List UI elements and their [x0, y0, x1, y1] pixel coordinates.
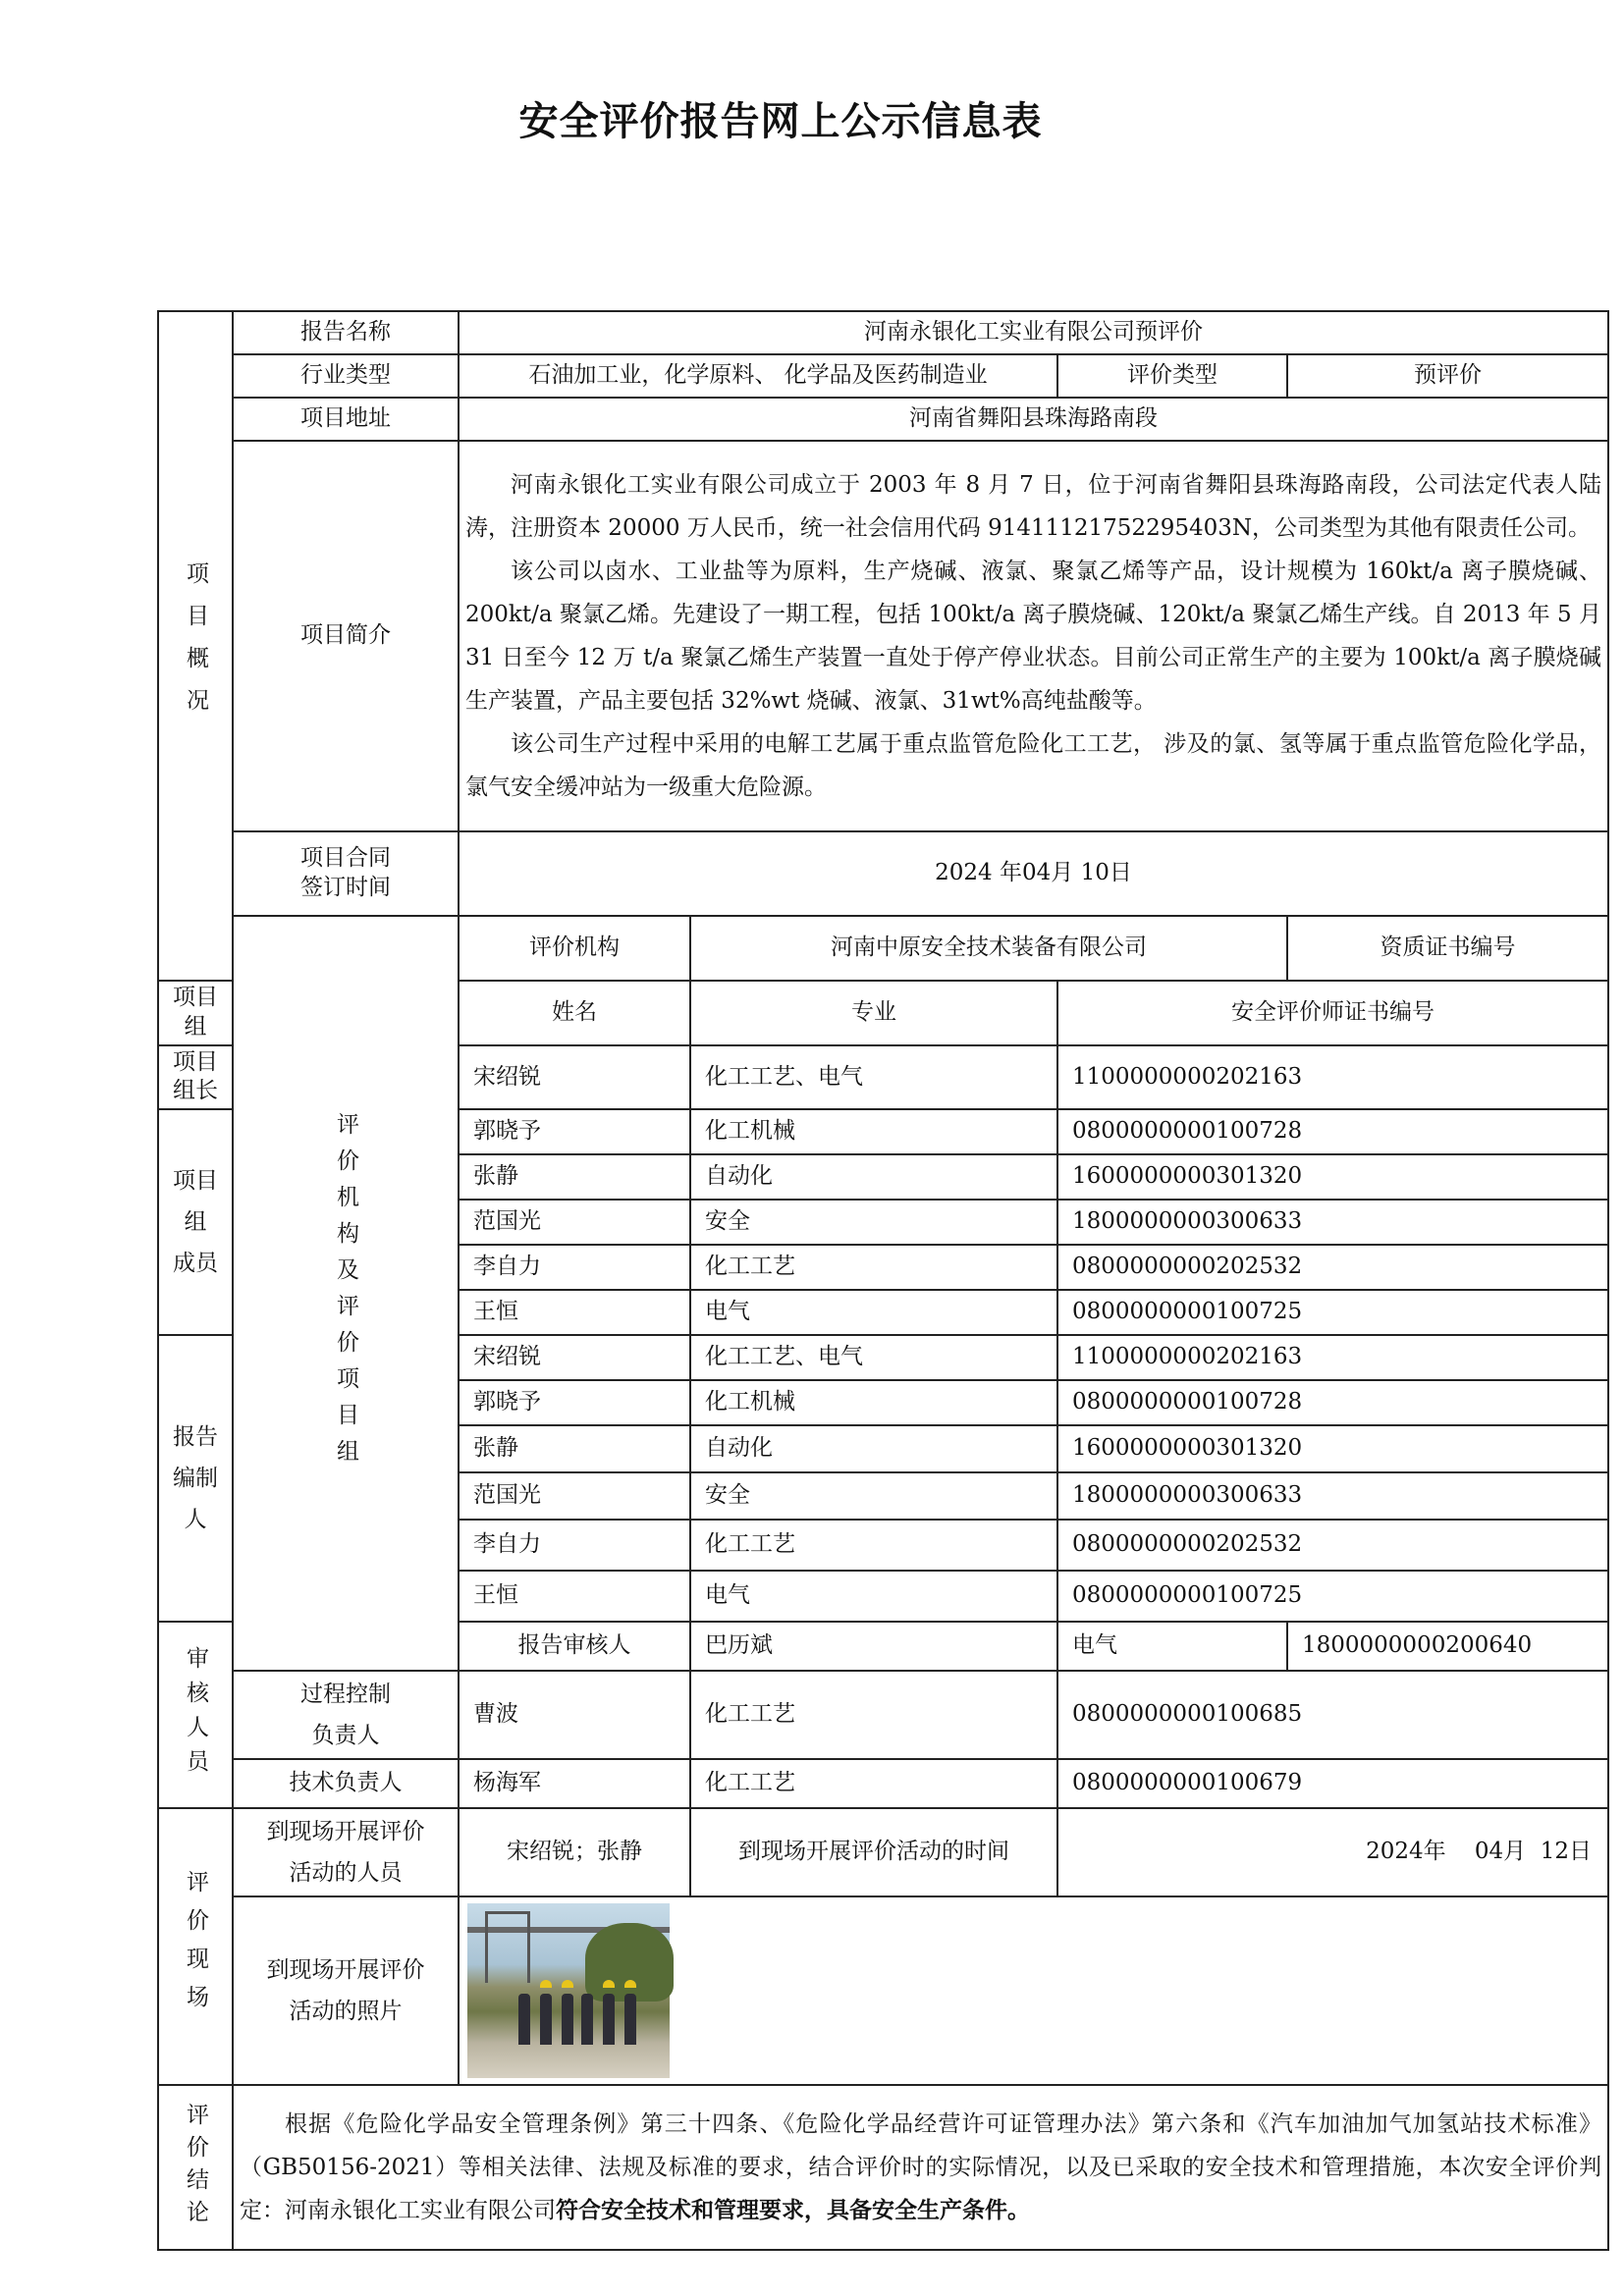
photo-person — [562, 1994, 573, 2045]
person-cert: 1800000000300633 — [1057, 1472, 1608, 1520]
site-time-label: 到现场开展评价活动的时间 — [690, 1808, 1057, 1896]
photo-person — [540, 1994, 552, 2045]
person-major: 化工工艺、电气 — [690, 1045, 1057, 1110]
authors-label — [158, 1335, 233, 1622]
table-row — [158, 1671, 1608, 1759]
section-label-text: 评价结论 — [183, 2103, 208, 2233]
person-name: 范国光 — [459, 1472, 690, 1520]
person-name: 李自力 — [459, 1520, 690, 1571]
site-time: 2024年 04月 12日 — [1057, 1808, 1608, 1896]
person-name: 巴历斌 — [690, 1622, 1057, 1671]
person-name: 宋绍锐 — [459, 1045, 690, 1110]
photo-person — [624, 1994, 636, 2045]
authors-label-line: 编制人 — [173, 1466, 218, 1533]
person-cert: 0800000000100725 — [1057, 1571, 1608, 1622]
person-cert: 0800000000100728 — [1057, 1380, 1608, 1425]
conclusion-content — [233, 2085, 1608, 2250]
address-value: 河南省舞阳县珠海路南段 — [459, 398, 1608, 441]
authors-label-line: 报告 — [173, 1424, 218, 1451]
process-label-line: 负责人 — [311, 1723, 380, 1749]
site-photo — [467, 1903, 670, 2078]
person-cert: 0800000000100725 — [1057, 1290, 1608, 1335]
group-label: 项目组 — [158, 981, 233, 1045]
person-cert: 0800000000100685 — [1057, 1671, 1608, 1759]
section-label-text: 评价现场 — [183, 1870, 208, 2024]
info-table — [157, 310, 1609, 2251]
site-photo-label-line: 活动的照片 — [289, 1999, 403, 2025]
person-name: 张静 — [459, 1154, 690, 1200]
address-label: 项目地址 — [233, 398, 459, 441]
site-people: 宋绍锐；张静 — [459, 1808, 690, 1896]
industry-value: 石油加工业，化学原料、 化学品及医药制造业 — [459, 354, 1057, 398]
person-major: 电气 — [1057, 1622, 1287, 1671]
site-people-label — [233, 1808, 459, 1896]
person-name: 郭晓予 — [459, 1109, 690, 1154]
photo-person — [603, 1994, 615, 2045]
intro-content — [459, 441, 1608, 831]
person-cert: 1600000000301320 — [1057, 1154, 1608, 1200]
person-major: 化工机械 — [690, 1109, 1057, 1154]
section-label-text: 审核人员 — [183, 1646, 208, 1785]
person-major: 自动化 — [690, 1425, 1057, 1472]
person-major: 化工工艺 — [690, 1245, 1057, 1290]
section-label-org — [233, 916, 459, 1671]
site-photo-label-line: 到现场开展评价 — [266, 1957, 425, 1984]
person-cert: 0800000000100679 — [1057, 1759, 1608, 1808]
photo-hardhat — [603, 1980, 615, 1988]
intro-paragraph: 河南永银化工实业有限公司成立于 2003 年 8 月 7 日，位于河南省舞阳县珠海路南段，公司法定代表人陆涛，注册资本 20000 万人民币，统一社会信用代码 91411121752295403N，公司类型为其他有限责任公司。 — [465, 472, 1601, 541]
person-major: 电气 — [690, 1571, 1057, 1622]
eval-type-value: 预评价 — [1287, 354, 1608, 398]
contract-date: 2024 年04月 10日 — [459, 831, 1608, 916]
industry-label: 行业类型 — [233, 354, 459, 398]
photo-hardhat — [562, 1980, 573, 1988]
person-major: 化工工艺、电气 — [690, 1335, 1057, 1380]
section-label-conclusion — [158, 2085, 233, 2250]
photo-person — [518, 1994, 530, 2045]
tech-label: 技术负责人 — [233, 1759, 459, 1808]
leader-label: 项目组长 — [158, 1045, 233, 1110]
person-major: 电气 — [690, 1290, 1057, 1335]
person-major: 安全 — [690, 1200, 1057, 1245]
cert-label: 资质证书编号 — [1287, 916, 1608, 981]
person-name: 宋绍锐 — [459, 1335, 690, 1380]
intro-paragraph: 该公司生产过程中采用的电解工艺属于重点监管危险化工工艺， 涉及的氯、氢等属于重点监管危险化学品，氯气安全缓冲站为一级重大危险源。 — [465, 731, 1601, 800]
site-people-label-line: 到现场开展评价 — [266, 1819, 425, 1845]
process-label — [233, 1671, 459, 1759]
photo-person — [581, 1994, 593, 2045]
report-name-label: 报告名称 — [233, 311, 459, 354]
conclusion-text: 根据《危险化学品安全管理条例》第三十四条、《危险化学品经营许可证管理办法》第六条和《汽车加油加气加氢站技术标准》（GB50156-2021）等相关法律、法规及标准的要求，结合评价时的实际情况，以及已采取的安全技术和管理措施，本次安全评价判定：河南永银化工实业有限公司 — [240, 2111, 1601, 2224]
person-cert: 1800000000200640 — [1287, 1622, 1608, 1671]
person-cert: 0800000000202532 — [1057, 1520, 1608, 1571]
contract-label-line: 签订时间 — [300, 875, 391, 900]
person-cert: 1600000000301320 — [1057, 1425, 1608, 1472]
person-cert: 1800000000300633 — [1057, 1200, 1608, 1245]
photo-hardhat — [624, 1980, 636, 1988]
person-major: 安全 — [690, 1472, 1057, 1520]
site-photo-cell — [459, 1896, 1608, 2085]
page-title: 安全评价报告网上公示信息表 — [518, 99, 1043, 144]
person-cert: 0800000000202532 — [1057, 1245, 1608, 1290]
section-label-review — [158, 1622, 233, 1808]
section-label-site — [158, 1808, 233, 2085]
person-major: 化工工艺 — [690, 1759, 1057, 1808]
intro-paragraph: 该公司以卤水、工业盐等为原料，生产烧碱、液氯、聚氯乙烯等产品，设计规模为 160kt/a 离子膜烧碱、200kt/a 聚氯乙烯。先建设了一期工程，包括 100kt/a 离子膜烧碱、120kt/a 聚氯乙烯生产线。自 2013 年 5 月 31 日至今 12 万 t/a 聚氯乙烯生产装置一直处于停产停业状态。目前公司正常生产的主要为 100kt/a 离子膜烧碱生产装置，产品主要包括 32%wt 烧碱、液氯、31wt%高纯盐酸等。 — [465, 559, 1601, 714]
contract-label — [233, 831, 459, 916]
person-name: 李自力 — [459, 1245, 690, 1290]
person-major: 化工工艺 — [690, 1520, 1057, 1571]
person-major: 化工工艺 — [690, 1671, 1057, 1759]
section-label-text: 项目概况 — [183, 561, 208, 730]
col-name-header: 姓名 — [459, 981, 690, 1045]
person-cert: 1100000000202163 — [1057, 1335, 1608, 1380]
members-label-line: 成员 — [173, 1251, 218, 1277]
person-name: 范国光 — [459, 1200, 690, 1245]
col-cert-header: 安全评价师证书编号 — [1057, 981, 1608, 1045]
person-major: 自动化 — [690, 1154, 1057, 1200]
section-label-project — [158, 311, 233, 981]
site-photo-label — [233, 1896, 459, 2085]
conclusion-paragraph — [240, 2103, 1601, 2232]
photo-tower — [485, 1911, 530, 1983]
col-major-header: 专业 — [690, 981, 1057, 1045]
report-name: 河南永银化工实业有限公司预评价 — [459, 311, 1608, 354]
reviewer-label: 报告审核人 — [459, 1622, 690, 1671]
conclusion-verdict: 符合安全技术和管理要求，具备安全生产条件。 — [556, 2198, 1030, 2224]
process-label-line: 过程控制 — [300, 1682, 391, 1708]
table-row — [158, 1759, 1608, 1808]
person-name: 王恒 — [459, 1290, 690, 1335]
eval-type-label: 评价类型 — [1057, 354, 1287, 398]
site-people-label-line: 活动的人员 — [289, 1860, 403, 1887]
person-cert: 1100000000202163 — [1057, 1045, 1608, 1110]
photo-tree — [585, 1923, 674, 2002]
person-cert: 0800000000100728 — [1057, 1109, 1608, 1154]
person-major: 化工机械 — [690, 1380, 1057, 1425]
members-label-line: 项目组 — [173, 1168, 218, 1236]
person-name: 杨海军 — [459, 1759, 690, 1808]
intro-label: 项目简介 — [233, 441, 459, 831]
person-name: 曹波 — [459, 1671, 690, 1759]
person-name: 王恒 — [459, 1571, 690, 1622]
agency-value: 河南中原安全技术装备有限公司 — [690, 916, 1287, 981]
members-label — [158, 1109, 233, 1335]
agency-label: 评价机构 — [459, 916, 690, 981]
section-label-text: 评价机构及评价项目组 — [333, 1111, 358, 1475]
photo-hardhat — [540, 1980, 552, 1988]
person-name: 张静 — [459, 1425, 690, 1472]
person-name: 郭晓予 — [459, 1380, 690, 1425]
contract-label-line: 项目合同 — [300, 845, 391, 872]
